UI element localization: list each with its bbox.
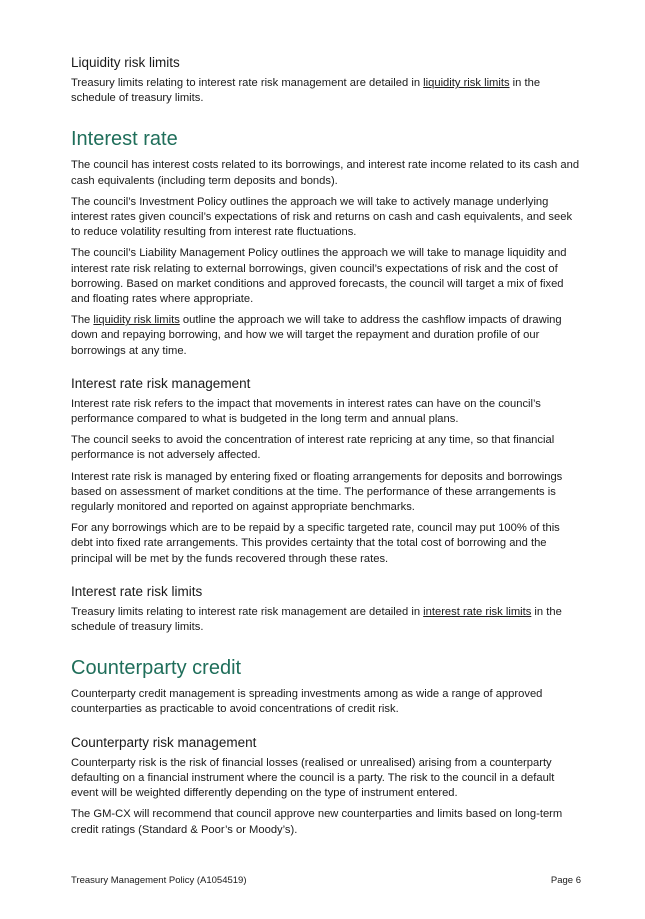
paragraph: For any borrowings which are to be repaid by a specific targeted rate, council may put 100% of this debt into fixed rate arrangements. This provides certainty that the total cost of borrowing and the principal will be met by the funds recovered through these rates. (71, 522, 560, 565)
paragraph: Treasury limits relating to interest rate risk management are detailed in interest rate risk limits in the schedule of treasury limits. (71, 605, 562, 634)
page-number: Page 6 (550, 875, 581, 886)
heading-interest-rate: Interest rate (71, 128, 178, 151)
link-liquidity-risk-limits[interactable]: liquidity risk limits (423, 77, 510, 89)
paragraph: Treasury limits relating to interest rate risk management are detailed in liquidity risk limits in the schedule of treasury limits. (71, 77, 541, 105)
heading-interest-rate-risk-management: Interest rate risk management (71, 375, 251, 391)
paragraph: The GM-CX will recommend that council approve new counterparties and limits based on long-term credit ratings (Standard & Poor’s or Moody’s). (71, 808, 563, 836)
heading-counterparty-risk-management: Counterparty risk management (71, 734, 257, 750)
document-page (71, 54, 581, 844)
heading-liquidity-risk-limits: Liquidity risk limits (71, 55, 180, 70)
paragraph: The liquidity risk limits outline the approach we will take to address the cashflow impacts of drawing down and repaying borrowing, and how we will target the repayment and duration profile of our borrowings at any time. (71, 314, 562, 357)
page-footer (71, 875, 581, 886)
heading-interest-rate-risk-limits: Interest rate risk limits (71, 583, 203, 599)
paragraph: The council seeks to avoid the concentration of interest rate repricing at any time, so that financial performance is not adversely affected. (71, 434, 555, 462)
link-liquidity-risk-limits[interactable]: liquidity risk limits (93, 314, 180, 327)
paragraph: The council has interest costs related to its borrowings, and interest rate income related to its cash and cash equivalents (including term deposits and bonds). (71, 159, 580, 187)
paragraph: Counterparty credit management is spreading investments among as wide a range of approved counterparties as practicable to avoid concentrations of credit risk. (71, 688, 543, 716)
paragraph: Interest rate risk is managed by entering fixed or floating arrangements for deposits and borrowings based on assessment of market conditions at the time. The performance of these arrangements is regularly monitored and reported on against appropriate benchmarks. (71, 470, 563, 514)
paragraph: The council’s Investment Policy outlines the approach we will take to actively manage underlying interest rates given council’s expectations of risk and returns on cash and cash equivalents, and seek to reduce volatility resulting from interest rate fluctuations. (71, 195, 573, 239)
paragraph: Counterparty risk is the risk of financial losses (realised or unrealised) arising from a counterparty defaulting on a financial instrument where the council is a party. The risk to the council in a default event will be weighted differently depending on the type of instrument entered. (71, 756, 555, 800)
footer-document-title: Treasury Management Policy (A1054519) (71, 875, 247, 886)
heading-counterparty-credit: Counterparty credit (71, 657, 242, 680)
paragraph: The council’s Liability Management Policy outlines the approach we will take to manage liquidity and interest rate risk relating to external borrowings, given council’s expectations of risk and the cost of borrowing. Based on market conditions and approved forecasts, the council will target a mix of fixed and floating rates where appropriate. (71, 247, 567, 306)
paragraph: Interest rate risk refers to the impact that movements in interest rates can have on the council’s performance compared to what is budgeted in the long term and annual plans. (71, 397, 541, 426)
link-interest-rate-risk-limits[interactable]: interest rate risk limits (423, 605, 532, 618)
